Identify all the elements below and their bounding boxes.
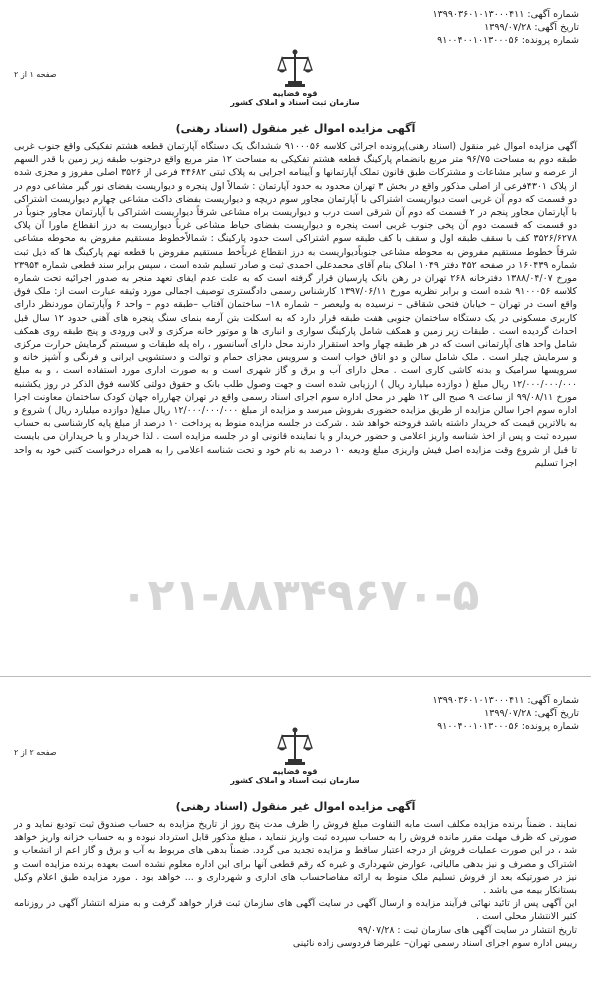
notice-body-text: نمایند . ضمناً برنده مزایده مکلف است مابه التفاوت مبلغ فروش را ظرف مدت پنج روز از تاریخ مزایده به حساب صندوق ثبت تودیع نماید و در صورتی که ظرف مهلت مقرر مانده فروش را به حساب سپرده ثبت واریز ننماید ، مبلغ مذکور قابل استرداد نبوده و به حساب خزانه واریز خواهد شد ، در این صورت عملیات فروش از درجه اعتبار ساقط و مزایده تجدید می گردد. ضمناً بدهی های مربوط به آب و برق و گاز اعم از انشعاب و اشتراک و مصرف و نیز بدهی مالیاتی، عوارض شهرداری و غیره که رقم قطعی آنها برای این اداره معلوم نشده است بعهده برنده مزایده است و نیز در صورتیکه بعد از فروش تسلیم ملک منوط به ارائه مفاصاحساب های اداری و شهرداری و ... خواهد بود . مورد مزایده طبق اعلام وکیل بستانکار بیمه می باشد . <box>14 819 577 897</box>
page-number: صفحه ۱ از ۲ <box>14 70 57 79</box>
judiciary-logo <box>205 48 385 107</box>
page-number: صفحه ۲ از ۲ <box>14 748 57 757</box>
case-number: شماره پرونده: ۹۱۰۰۴۰۰۱۰۱۳۰۰۰۵۶ <box>437 35 579 46</box>
org-name-registration: سازمان ثبت اسناد و املاک کشور <box>230 776 360 785</box>
publication-note: این آگهی پس از تائید نهائی فرآیند مزایده و ارسال آگهی در سایت آگهی های سازمان ثبت قرار خواهد گرفت و به منزله انتشار آگهی در روزنامه کثیر الانتشار محلی است . <box>14 898 577 923</box>
notice-meta <box>433 694 579 733</box>
org-name-registration: سازمان ثبت اسناد و املاک کشور <box>230 98 360 107</box>
phone-watermark: ۰۲۱-۸۸۳۴۹۶۷۰-۵ <box>120 570 480 621</box>
notice-title: آگهی مزایده اموال غیر منقول (اسناد رهنی) <box>175 122 416 135</box>
judiciary-logo <box>205 726 385 785</box>
notice-meta <box>433 8 579 47</box>
page-divider <box>0 676 591 677</box>
notice-number: شماره آگهی: ۱۳۹۹۰۳۶۰۱۰۱۳۰۰۰۴۱۱ <box>432 695 579 706</box>
notice-date: تاریخ آگهی: ۱۳۹۹/۰۷/۲۸ <box>484 708 579 719</box>
notice-title: آگهی مزایده اموال غیر منقول (اسناد رهنی) <box>175 800 416 813</box>
notice-date: تاریخ آگهی: ۱۳۹۹/۰۷/۲۸ <box>484 22 579 33</box>
notice-body <box>14 818 577 950</box>
notice-body <box>14 140 577 470</box>
notice-number: شماره آگهی: ۱۳۹۹۰۳۶۰۱۰۱۳۰۰۰۴۱۱ <box>432 9 579 20</box>
org-name-judiciary: قوه قضاییه <box>272 767 318 776</box>
scales-emblem-icon <box>277 726 313 766</box>
scales-emblem-icon <box>277 48 313 88</box>
signatory: رییس اداره سوم اجرای اسناد رسمی تهران– علیرضا فردوسی زاده نائینی <box>292 937 577 949</box>
org-name-judiciary: قوه قضاییه <box>272 89 318 98</box>
notice-body-text: آگهی مزایده اموال غیر منقول (اسناد رهنی)پرونده اجرائی کلاسه ۹۱۰۰۰۵۶ ششدانگ یک دستگاه آپارتمان قطعه هشتم تفکیکی واقع جنوب غربی طبقه دوم به مساحت ۹۶/۷۵ متر مربع بانضمام پارکینگ قطعه هشتم تفکیکی به مساحت ۱۲ متر مربع واقع درجنوب طبقه زیر زمین با قدر السهم از عرصه و سایر مشاعات و مشترکات طبق قانون تملک آپارتمانها و آیینامه اجرایی به پلاک ثبتی ۴۴۶۸۲ فرعی از ۳۵۲۶ اصلی مفروز و مجزی شده از پلاک ۴۳۰۱فرعی از اصلی مذکور واقع در بخش ۳ تهران محدود به حدود آپارتمان : شمالاً اول پنجره و دیواریست بفضای نور گیر مشاعی دوم در دو قسمت که دوم آن غربی است دیواریست اشتراکی با آپارتمان مجاور سوم دریچه و دیواریست بفضای داکت مشاعی چهارم دیواریست اشتراکی با آپارتمان مجاور پنجم در ۲ قسمت که دوم آن شرقی است درب و دیواریست براه مشاعی شرقاً دیواریست اشتراکی با آپارتمان مجاور جنوباً در دو قسمت که قسمت دوم آن پخی جنوب غربی است پنجره و دیواریست بفضای حیاط مشاعی غرباً دیواریست به درز انقطاع ماورا آن پلاک ۳۵۲۶/۶۲۷۸ کف با سقف طبقه اول و سقف با کف طبقه سوم اشتراکی است حدود پارکینگ : شمالاًخطوط مستقیم مفروض به محوطه مشاعی شرقاً خطوط مستقیم مفروض به محوطه مشاعی جنوباًدیواریست به درز انقطاع غرباًخط مستقیم مفروض با قطعه نهم پارکینگ ها که ذیل ثبت شماره ۱۶۰۴۳۹ در صفحه ۴۵۲ دفتر ۱۰۴۹ املاک بنام آقای محمدعلی احمدی ثبت و صادر تسلیم شده است ، سپس برابر سند قطعی شماره ۲۳۹۵۴ مورخ ۱۳۸۸/۰۴/۰۷ دفترخانه ۲۶۸ تهران در رهن بانک پارسیان قرار گرفته است که به علت عدم ایفای تعهد منجر به صدور اجرائیه تحت شماره کلاسه ۹۱۰۰۰۵۶ شده است و برابر نظریه مورخ ۱۳۹۷/۰۶/۱۱ کارشناس رسمی دادگستری توصیف اجمالی مورد وثیقه عبارت است از: ملک فوق واقع است در تهران – خیابان فتحی شقاقی – نرسیده به ولیعصر – شماره ۱۸– ساختمان آفتاب –طبقه دوم – واحد ۶ وآپارتمان موردنظر دارای کاربری مسکونی در یک دستگاه ساختمان جنوبی هفت طبقه قرار دارد که به اسکلت بتن آرمه بنمای سنگ پنجره های آهنی حدود ۱۲ سال قبل احداث گردیده است . طبقات زیر زمین و همکف شامل پارکینگ سواری و انباری ها و موتور خانه مرکزی و لابی ورودی و پنج طبقه روی همکف شامل واحد های آپارتمانی است که در هر طبقه چهار واحد استقرار دارند محل دارای آسانسور ، راه پله طبقات و سیستم گرمایش حرارت مرکزی و سرمایش چیلر است . ملک شامل سالن و دو اتاق خواب است و سرویس مجزای حمام و توالت و دستشویی ایرانی و فرنگی و آشپز خانه و سرویسها سرامیک و بدنه کاشی کاری است . محل دارای آب و برق و گاز شهری است و به صورت اداری مورد استفاده است ، و به مبلغ ۱۲/۰۰۰/۰۰۰/۰۰۰ ریال مبلغ ( دوازده میلیارد ریال ) ارزیابی شده است و جهت وصول طلب بانک و حقوق دولتی کلاسه فوق الذکر در روز یکشنبه مورخ ۹۹/۰۸/۱۱ از ساعت ۹ صبح الی ۱۲ ظهر در محل اداره سوم اجرای اسناد رسمی واقع در تهران چهارراه جهان کودک ساختمان معاونت اجرا اداره سوم اجرا سالن مزایده از طریق مزایده حضوری بفروش میرسد و مزایده از مبلغ ۱۲/۰۰۰/۰۰۰/۰۰۰ ریال مبلغ( دوازده میلیارد ریال ) شروع و به بالاترین قیمت که خریدار داشته باشد فروخته خواهد شد . شرکت در جلسه مزایده منوط به پرداخت ۱۰ درصد از مبلغ پایه کارشناسی به حساب سپرده ثبت و پس از اخذ شناسه واریز اعلامی و حضور خریدار و یا نماینده قانونی او در جلسه مزایده است . لذا خریدار و یا خریداران می بایست تا قبل از شروع وقت مزایده اصل فیش واریزی مبلغ ودیعه ۱۰ درصد به نام خود و تحت شناسه اعلامی را به همراه درخواست کتبی خود به واحد اجرا تسلیم <box>14 141 578 469</box>
case-number: شماره پرونده: ۹۱۰۰۴۰۰۱۰۱۳۰۰۰۵۶ <box>437 721 579 732</box>
publication-date: تاریخ انتشار در سایت آگهی های سازمان ثبت : ۹۹/۰۷/۲۸ <box>357 924 577 936</box>
notice-page-2 <box>0 690 591 988</box>
